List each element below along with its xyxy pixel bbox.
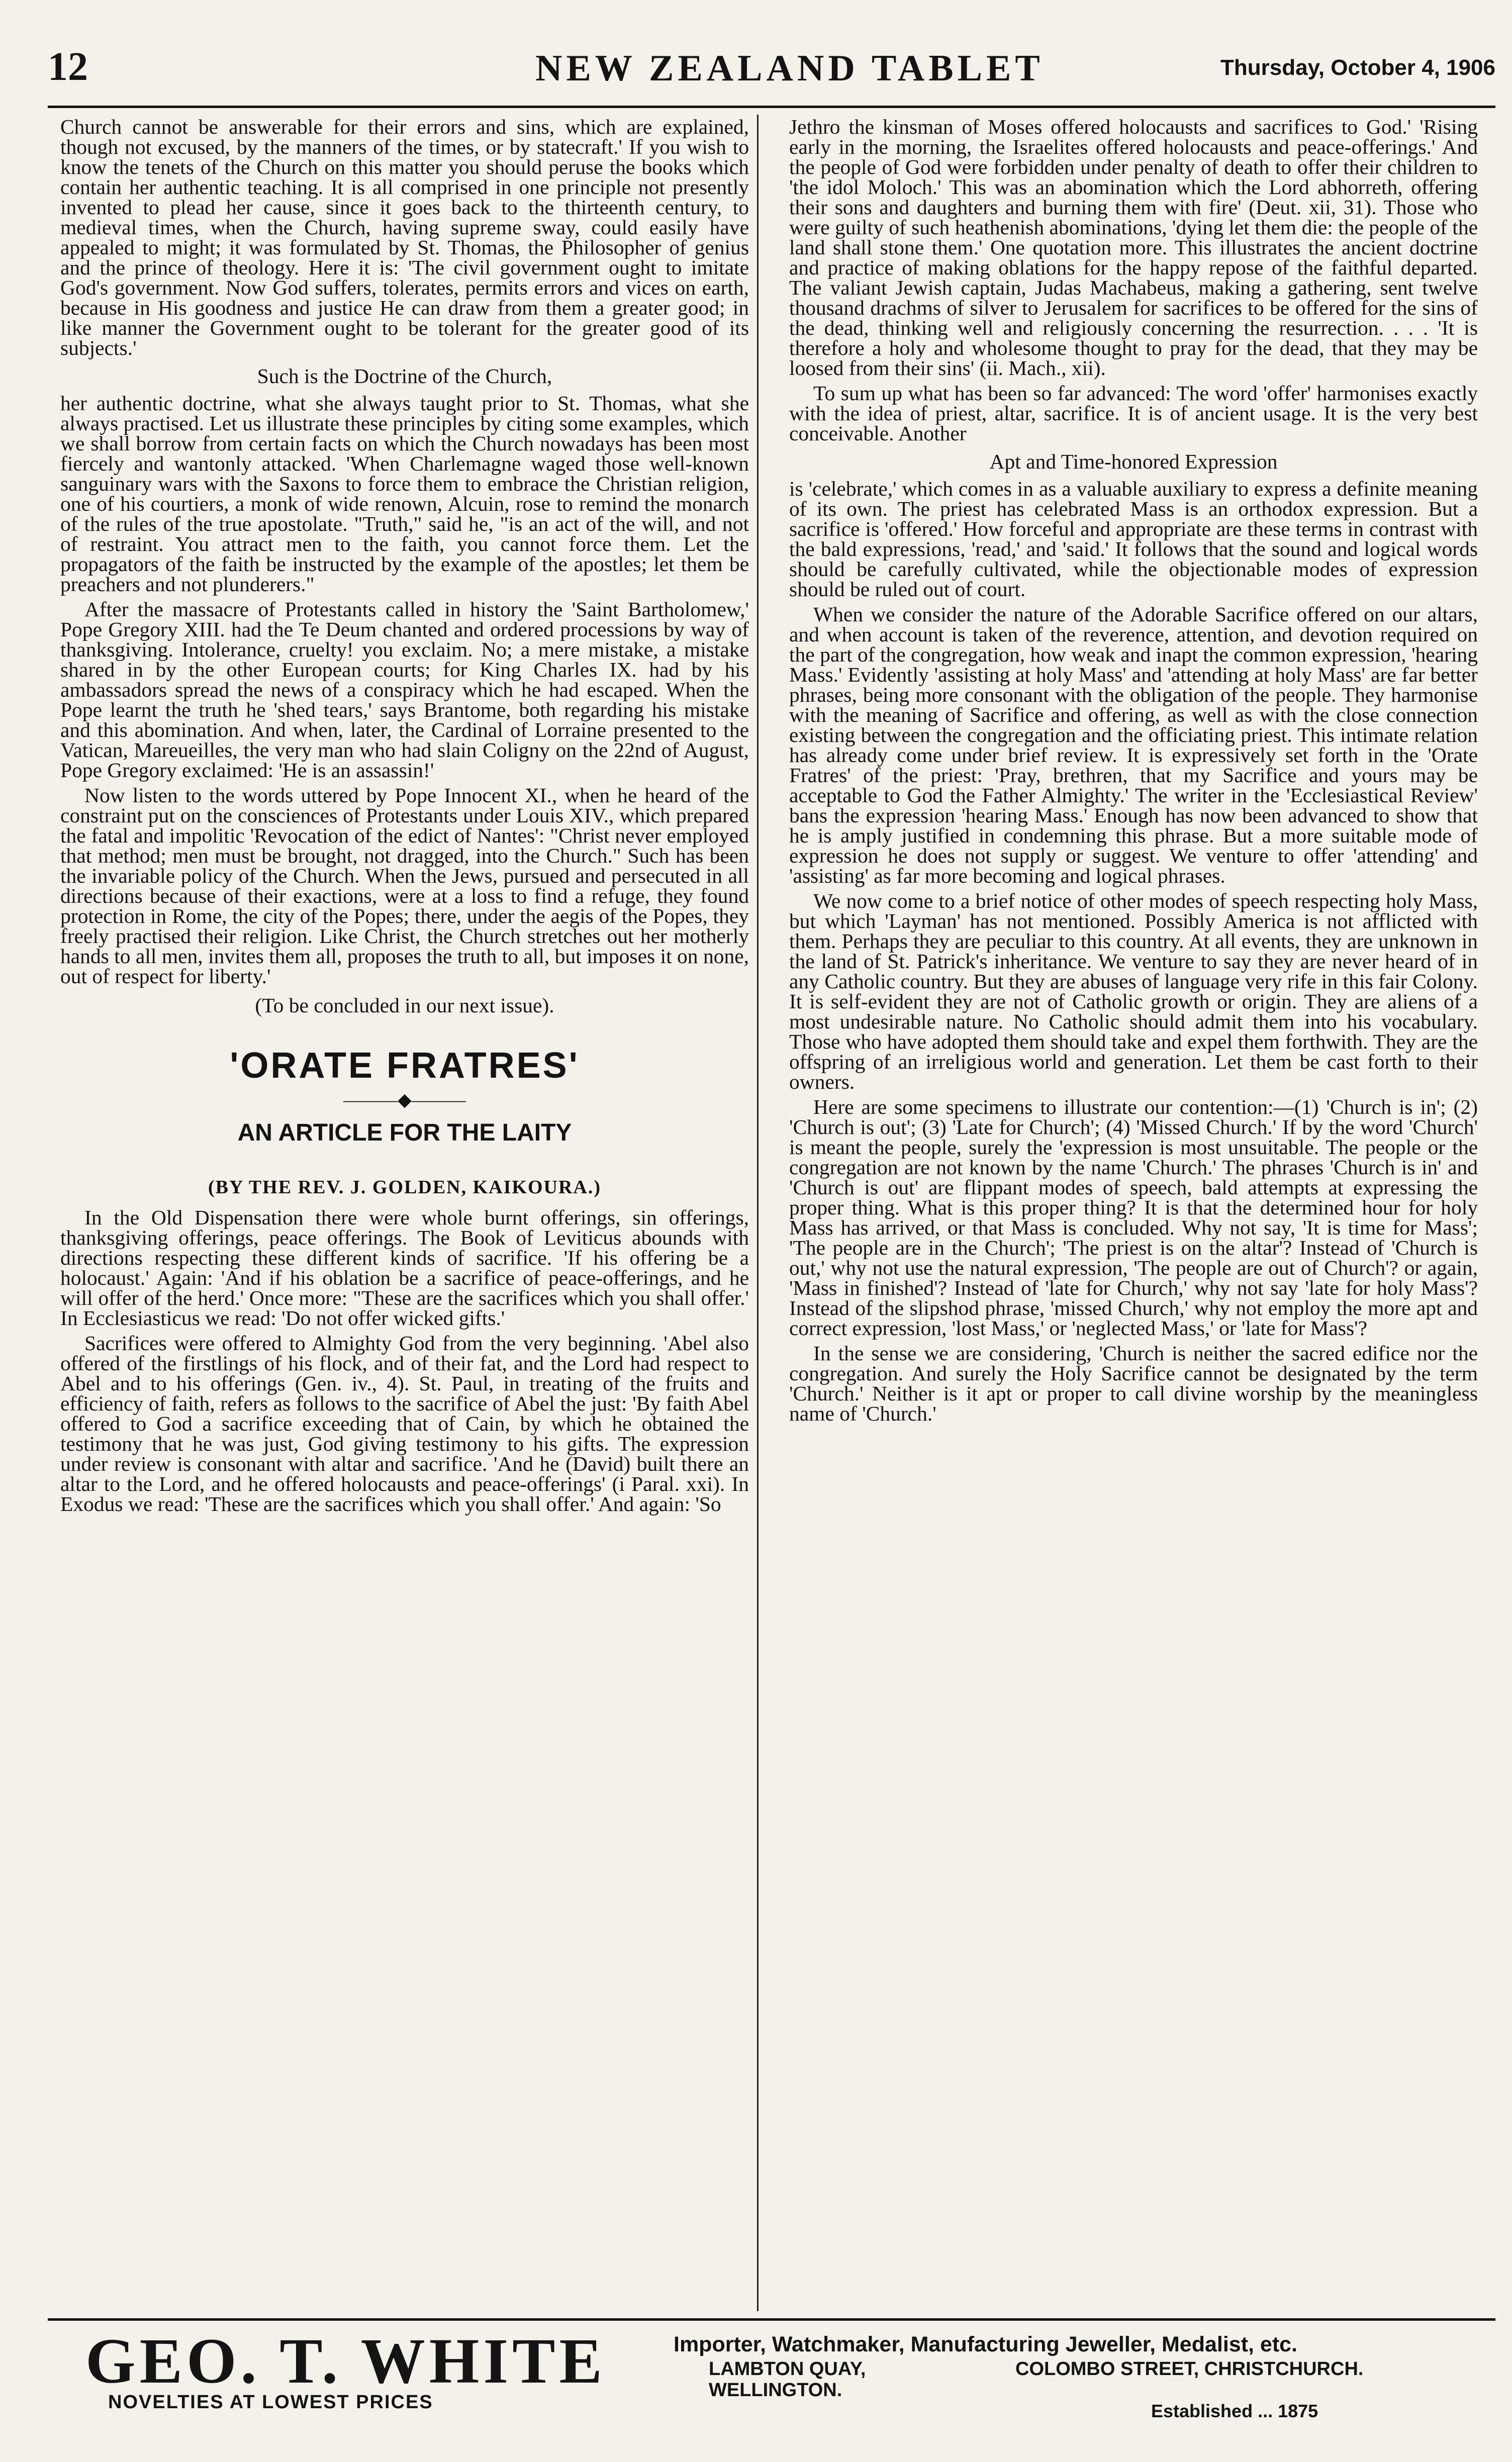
paragraph: In the sense we are considering, 'Church is neither the sacred edifice nor the congregation. And surely the Holy Sacrifice cannot be designated by the term 'Church.' Neither is it apt or proper to call divine worship by the meaningless name of 'Church.' (789, 1342, 1478, 1425)
paragraph: Church cannot be answerable for their errors and sins, which are explained, though not excused, by the manners of the times, or by statecraft.' If you wish to know the tenets of the Church on this matter you should peruse the books which contain her authentic teaching. It is all comprised in one principle not presently invented to plead her cause, since it goes back to the thirteenth century, to medieval times, when the Church, having supreme sway, could easily have appealed to might; it was formulated by St. Thomas, the Philosopher of genius and the prince of theology. Here it is: 'The civil government ought to imitate God's government. Now God suffers, tolerates, permits errors and vices on earth, because in His goodness and justice He can draw from them a greater good; in like manner the Government ought to be tolerant for the greater good of its subjects.' (60, 115, 749, 359)
section-subhead: Such is the Doctrine of the Church, (257, 364, 552, 388)
continuation-note: (To be concluded in our next issue). (255, 994, 554, 1017)
column-divider (757, 115, 759, 2311)
advertisement (85, 2325, 1483, 2429)
footer-rule (48, 2318, 1495, 2321)
paragraph: Sacrifices were offered to Almighty God from the very beginning. 'Abel also offered of the firstlings of his flock, and of their fat, and the Lord had respect to Abel and to his offerings (Gen. iv., 4). St. Paul, in treating of the fruits and efficiency of faith, refers as follows to the sacrifice of Abel the just: 'By faith Abel offered to God a sacrifice exceeding that of Cain, by which he obtained the testimony that he was just, God giving testimony to his gifts. The expression under review is consonant with altar and sacrifice. 'And he (David) built there an altar to the Lord, and he offered holocausts and peace-offerings' (i Paral. xxi). In Exodus we read: 'These are the sacrifices which you shall offer.' And again: 'So (60, 1332, 749, 1516)
article-title: 'ORATE FRATRES' (230, 1046, 580, 1086)
advertiser-established: Established ... 1875 (1151, 2401, 1318, 2421)
paragraph: After the massacre of Protestants called in history the 'Saint Bartholomew,' Pope Gregory XIII. had the Te Deum chanted and ordered processions by way of thanksgiving. Intolerance, cruelty! you exclaim. No; a mere mistake, a mistake shared in by the other European courts; for King Charles IX. had by his ambassadors spread the news of a conspiracy which he had escaped. When the Pope learnt the truth he 'shed tears,' says Brantome, both regarding his mistake and this abomination. And when, later, the Cardinal of Lorraine presented to the Vatican, Mareueilles, the very man who had slain Coligny on the 22nd of August, Pope Gregory exclaimed: 'He is an assassin!' (60, 598, 749, 782)
paragraph: is 'celebrate,' which comes in as a valuable auxiliary to express a definite meaning of its own. The priest has celebrated Mass is an orthodox expression. But a sacrifice is 'offered.' How forceful and appropriate are these terms in contrast with the bald expressions, 'read,' and 'said.' It follows that the sound and logical words should be carefully cultivated, while the objectionable modes of expression should be ruled out of court. (789, 477, 1478, 601)
page-number: 12 (48, 45, 88, 89)
advertiser-address-wellington (709, 2358, 866, 2401)
ornament-divider: ———◆——— (343, 1090, 466, 1110)
right-column (789, 117, 1478, 1429)
advertiser-address-christchurch (1015, 2358, 1363, 2380)
section-subhead: Apt and Time-honored Expression (989, 450, 1278, 473)
article-byline: (BY THE REV. J. GOLDEN, KAIKOURA.) (208, 1177, 601, 1198)
paragraph: Jethro the kinsman of Moses offered holocausts and sacrifices to God.' 'Rising early in the morning, the Israelites offered holocausts and peace-offerings.' And the people of God were forbidden under penalty of death to offer their children to 'the idol Moloch.' This was an abomination which the Lord abhorreth, offering their sons and daughters and burning them with fire' (Deut. xii, 31). Those who were guilty of such heathenish abominations, 'dying let them die: the people of the land shall stone them.' One quotation more. This illustrates the ancient doctrine and practice of making oblations for the happy repose of the faithful departed. The valiant Jewish captain, Judas Machabeus, making a gathering, sent twelve thousand drachms of silver to Jerusalem for sacrifices to be offered for the sins of the dead, thinking well and religiously concerning the resurrection. . . . 'It is therefore a holy and wholesome thought to pray for the dead, that they may be loosed from their sins' (ii. Mach., xii). (789, 115, 1478, 380)
paragraph: When we consider the nature of the Adorable Sacrifice offered on our altars, and when account is taken of the reverence, attention, and devotion required on the part of the congregation, how weak and inapt the common expression, 'hearing Mass.' Evidently 'assisting at holy Mass' and 'attending at holy Mass' are far better phrases, being more consonant with the obligation of the people. They harmonise with the meaning of Sacrifice and offering, as well as with the close connection existing between the congregation and the officiating priest. This intimate relation has already come under brief review. It is expressively set forth in the 'Orate Fratres' of the priest: 'Pray, brethren, that my Sacrifice and yours may be acceptable to God the Father Almighty.' The writer in the 'Ecclesiastical Review' bans the expression 'hearing Mass.' Enough has now been advanced to show that he is amply justified in condemning this phrase. But a more suitable mode of expression he does not supply or suggest. We venture to offer 'attending' and 'assisting' as far more becoming and logical phrases. (789, 603, 1478, 887)
advertiser-tagline: NOVELTIES AT LOWEST PRICES (108, 2392, 433, 2413)
paragraph: In the Old Dispensation there were whole burnt offerings, sin offerings, thanksgiving offerings, peace offerings. The Book of Leviticus abounds with directions respecting these different kinds of sacrifice. 'If his offering be a holocaust.' Again: 'And if his oblation be a sacrifice of peace-offerings, and he will offer of the herd.' Once more: "These are the sacrifices which you shall offer.' In Ecclesiasticus we read: 'Do not offer wicked gifts.' (60, 1206, 749, 1330)
paragraph: We now come to a brief notice of other modes of speech respecting holy Mass, but which 'Layman' has not mentioned. Possibly America is not afflicted with them. Perhaps they are peculiar to this country. At all events, they are unknown in the land of St. Patrick's inheritance. We venture to say they are never heard of in any Catholic country. But they are abuses of language very rife in this fair Colony. It is self-evident they are not of Catholic growth or origin. They are aliens of a most undesirable nature. No Catholic should admit them into his vocabulary. Those who have adopted them should take and expel them forthwith. They are the offspring of an irreligious world and generation. Let them be cast forth to their owners. (789, 889, 1478, 1093)
advertiser-trade: Importer, Watchmaker, Manufacturing Jeweller, Medalist, etc. (674, 2332, 1298, 2356)
header-rule (48, 106, 1495, 108)
paragraph: Now listen to the words uttered by Pope Innocent XI., when he heard of the constraint put on the consciences of Protestants under Louis XIV., which prepared the fatal and impolitic 'Revocation of the edict of Nantes': "Christ never employed that method; men must be brought, not dragged, into the Church." Such has been the invariable policy of the Church. When the Jews, pursued and persecuted in all directions because of their exactions, were at a loss to find a refuge, they found protection in Rome, the city of the Popes; there, under the aegis of the Popes, they freely practised their religion. Like Christ, the Church stretches out her motherly hands to all men, invites them all, proposes the truth to all, but imposes it on none, out of respect for liberty.' (60, 784, 749, 988)
paragraph: Here are some specimens to illustrate our contention:—(1) 'Church is in'; (2) 'Church is out'; (3) 'Late for Church'; (4) 'Missed Church.' If by the word 'Church' is meant the people, surely the 'expression is most unsuitable. The people or the congregation are not known by the name 'Church.' The phrases 'Church is in' and 'Church is out' are flippant modes of speech, bald attempts at expressing the proper thing. What is this proper thing? It is that the determined hour for holy Mass has arrived, or that Mass is concluded. Why not say, 'It is time for Mass'; 'The people are in the Church'; 'The priest is on the altar'? Instead of 'Church is out,' why not use the natural expression, 'The people are out of Church'? or again, 'Mass in finished'? Instead of 'late for Church,' why not say 'late for holy Mass'? Instead of the slipshod phrase, 'missed Church,' why not employ the more apt and correct expression, 'lost Mass,' or 'neglected Mass,' or 'late for Mass'? (789, 1095, 1478, 1340)
left-column (60, 117, 749, 1519)
masthead-title: NEW ZEALAND TABLET (535, 48, 1044, 89)
paragraph: her authentic doctrine, what she always taught prior to St. Thomas, what she always practised. Let us illustrate these principles by citing some examples, which we shall borrow from certain facts on which the Church nowadays has been most fiercely and wantonly attacked. 'When Charlemagne waged those well-known sanguinary wars with the Saxons to force them to embrace the Christian religion, one of his courtiers, a monk of wide renown, Alcuin, rose to remind the monarch of the rules of the true apostolate. "Truth," said he, "is an act of the will, and not of restraint. You attract men to the faith, you cannot force them. Let the propagators of the faith be instructed by the example of the apostles; let them be preachers and not plunderers." (60, 392, 749, 596)
page-header (48, 44, 1495, 109)
address-line: COLOMBO STREET, CHRISTCHURCH. (1015, 2358, 1364, 2380)
article-subtitle: AN ARTICLE FOR THE LAITY (237, 1119, 572, 1146)
issue-date: Thursday, October 4, 1906 (1220, 55, 1495, 80)
address-line: LAMBTON QUAY, (709, 2358, 866, 2380)
paragraph: To sum up what has been so far advanced: The word 'offer' harmonises exactly with the idea of priest, altar, sacrifice. It is of ancient usage. It is the very best conceivable. Another (789, 382, 1478, 445)
address-line: WELLINGTON. (709, 2380, 842, 2401)
advertiser-name: GEO. T. WHITE (85, 2325, 606, 2397)
